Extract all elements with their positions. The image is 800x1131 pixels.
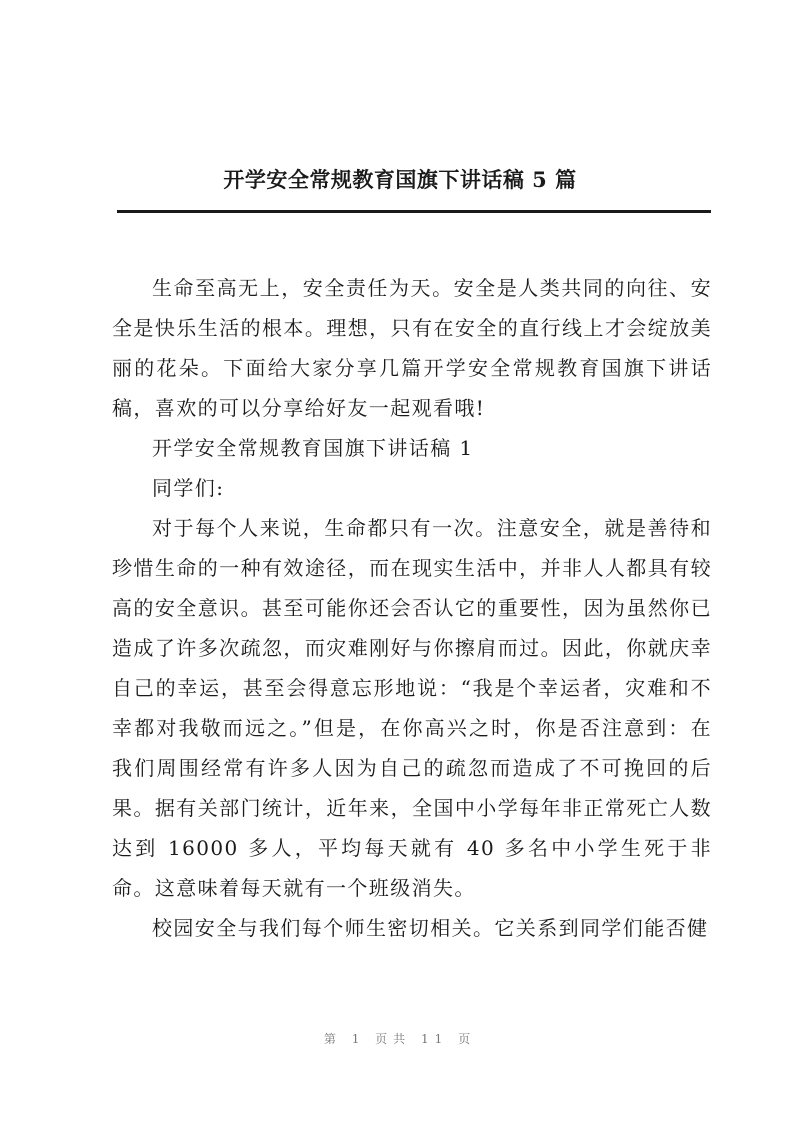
section-heading: 开学安全常规教育国旗下讲话稿 1 [152, 436, 474, 460]
title-underline [117, 210, 711, 213]
salutation: 同学们: [152, 476, 225, 500]
page-number-footer: 第 1 页共 11 页 [323, 1032, 477, 1046]
document-title: 开学安全常规教育国旗下讲话稿 5 篇 [223, 167, 577, 192]
document-body [112, 268, 712, 948]
intro-paragraph: 生命至高无上，安全责任为天。安全是人类共同的向往、安全是快乐生活的根本。理想，只有在安全的直行线上才会绽放美丽的花朵。下面给大家分享几篇开学安全常规教育国旗下讲话稿，喜欢的可以分享给好友一起观看哦! [112, 276, 712, 420]
body-paragraph: 对于每个人来说，生命都只有一次。注意安全，就是善待和珍惜生命的一种有效途径，而在现实生活中，并非人人都具有较高的安全意识。甚至可能你还会否认它的重要性，因为虽然你已造成了许多次疏忽，而灾难刚好与你擦肩而过。因此，你就庆幸自己的幸运，甚至会得意忘形地说：“我是个幸运者，灾难和不幸都对我敬而远之。”但是，在你高兴之时，你是否注意到：在我们周围经常有许多人因为自己的疏忽而造成了不可挽回的后果。据有关部门统计，近年来，全国中小学每年非正常死亡人数达到 16000 多人，平均每天就有 40 多名中小学生死于非命。这意味着每天就有一个班级消失。 [112, 516, 712, 900]
body-paragraph: 校园安全与我们每个师生密切相关。它关系到同学们能否健 [152, 916, 709, 940]
